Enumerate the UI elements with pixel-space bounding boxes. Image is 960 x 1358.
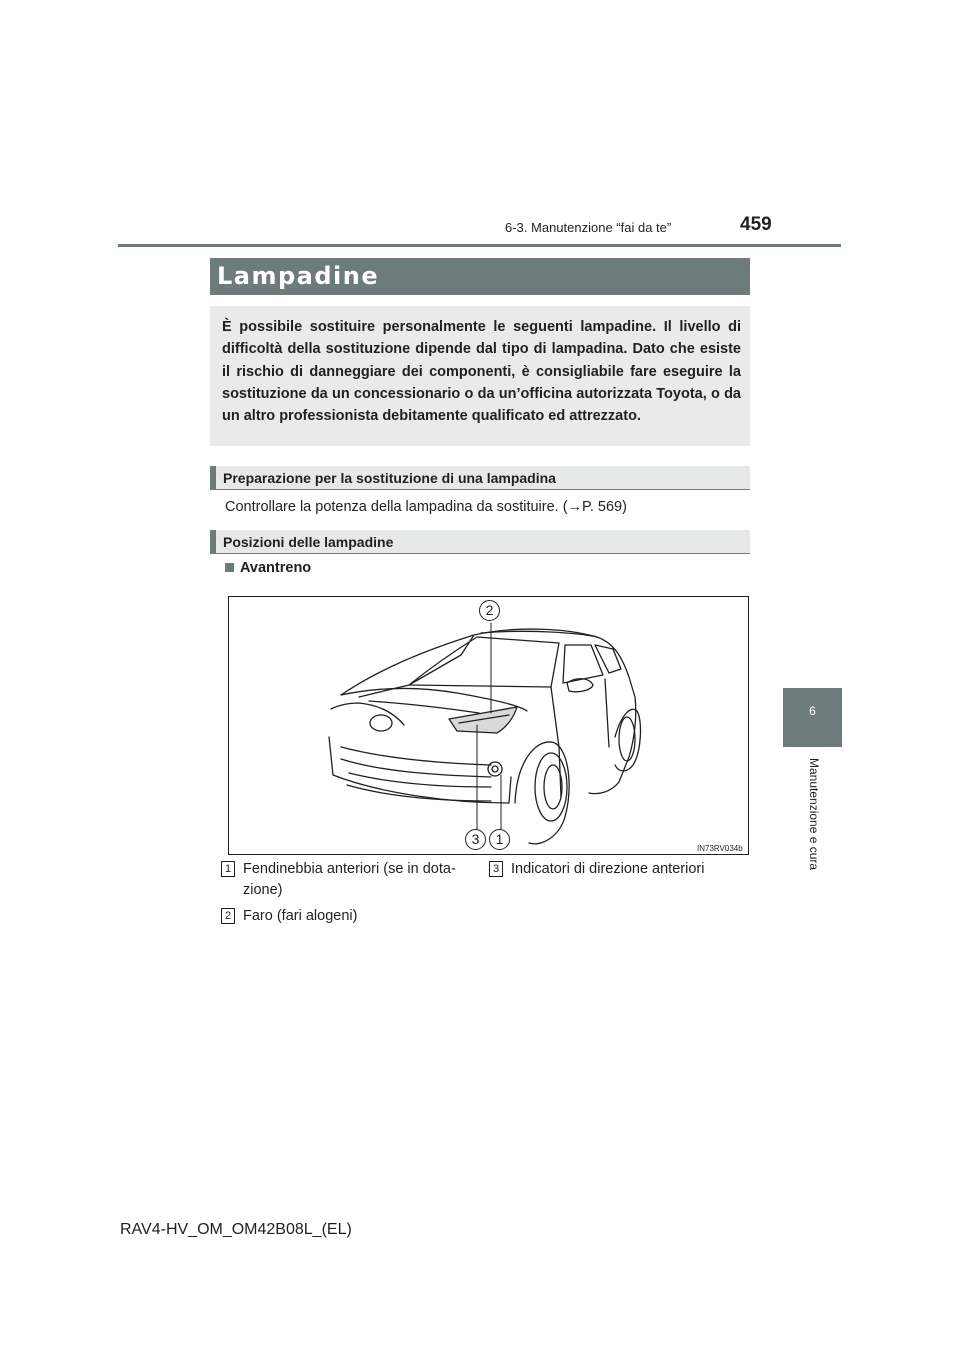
bullet-front	[225, 560, 311, 576]
legend-text-1-line2: zione)	[243, 882, 283, 898]
preparation-text: Controllare la potenza della lampadina da sostituire. (→P. 569)	[225, 499, 627, 515]
section-heading-positions: Posizioni delle lampadine	[223, 534, 394, 550]
legend-text-1-line1: Fendinebbia anteriori (se in dota-	[243, 861, 456, 877]
section-heading-preparation: Preparazione per la sostituzione di una lampadina	[223, 470, 556, 486]
legend-text-2: Faro (fari alogeni)	[243, 908, 358, 924]
legend-num-2: 2	[221, 908, 235, 924]
callout-1: 1	[489, 829, 510, 850]
header-rule	[118, 244, 841, 247]
chapter-label: Manutenzione e cura	[807, 758, 821, 871]
car-illustration	[229, 597, 748, 854]
document-code: RAV4-HV_OM_OM42B08L_(EL)	[120, 1221, 352, 1238]
bullet-label: Avantreno	[240, 560, 312, 576]
legend-num-1: 1	[221, 861, 235, 877]
legend-num-3: 3	[489, 861, 503, 877]
car-illustration-frame	[228, 596, 749, 855]
intro-box: È possibile sostituire personalmente le seguenti lampadine. Il livello di difficoltà della sostituzione dipende dal tipo di lampadina. Dato che esiste il rischio di danneggiare dei componenti, è consigliabile fare eseguire la sostituzione da un concessionario o da un’officina autorizzata Toyota, o da un altro professionista debitamente qualificato ed attrezzato.	[210, 306, 750, 446]
square-bullet-icon	[225, 563, 234, 572]
callout-3: 3	[465, 829, 486, 850]
running-header-section: 6-3. Manutenzione “fai da te”	[505, 220, 672, 235]
page-title: Lampadine	[217, 262, 380, 290]
chapter-number: 6	[809, 704, 816, 718]
legend-text-3: Indicatori di direzione anteriori	[511, 861, 705, 877]
page-number: 459	[740, 214, 772, 235]
figure-code: IN73RV034b	[697, 844, 743, 853]
callout-2: 2	[479, 600, 500, 621]
